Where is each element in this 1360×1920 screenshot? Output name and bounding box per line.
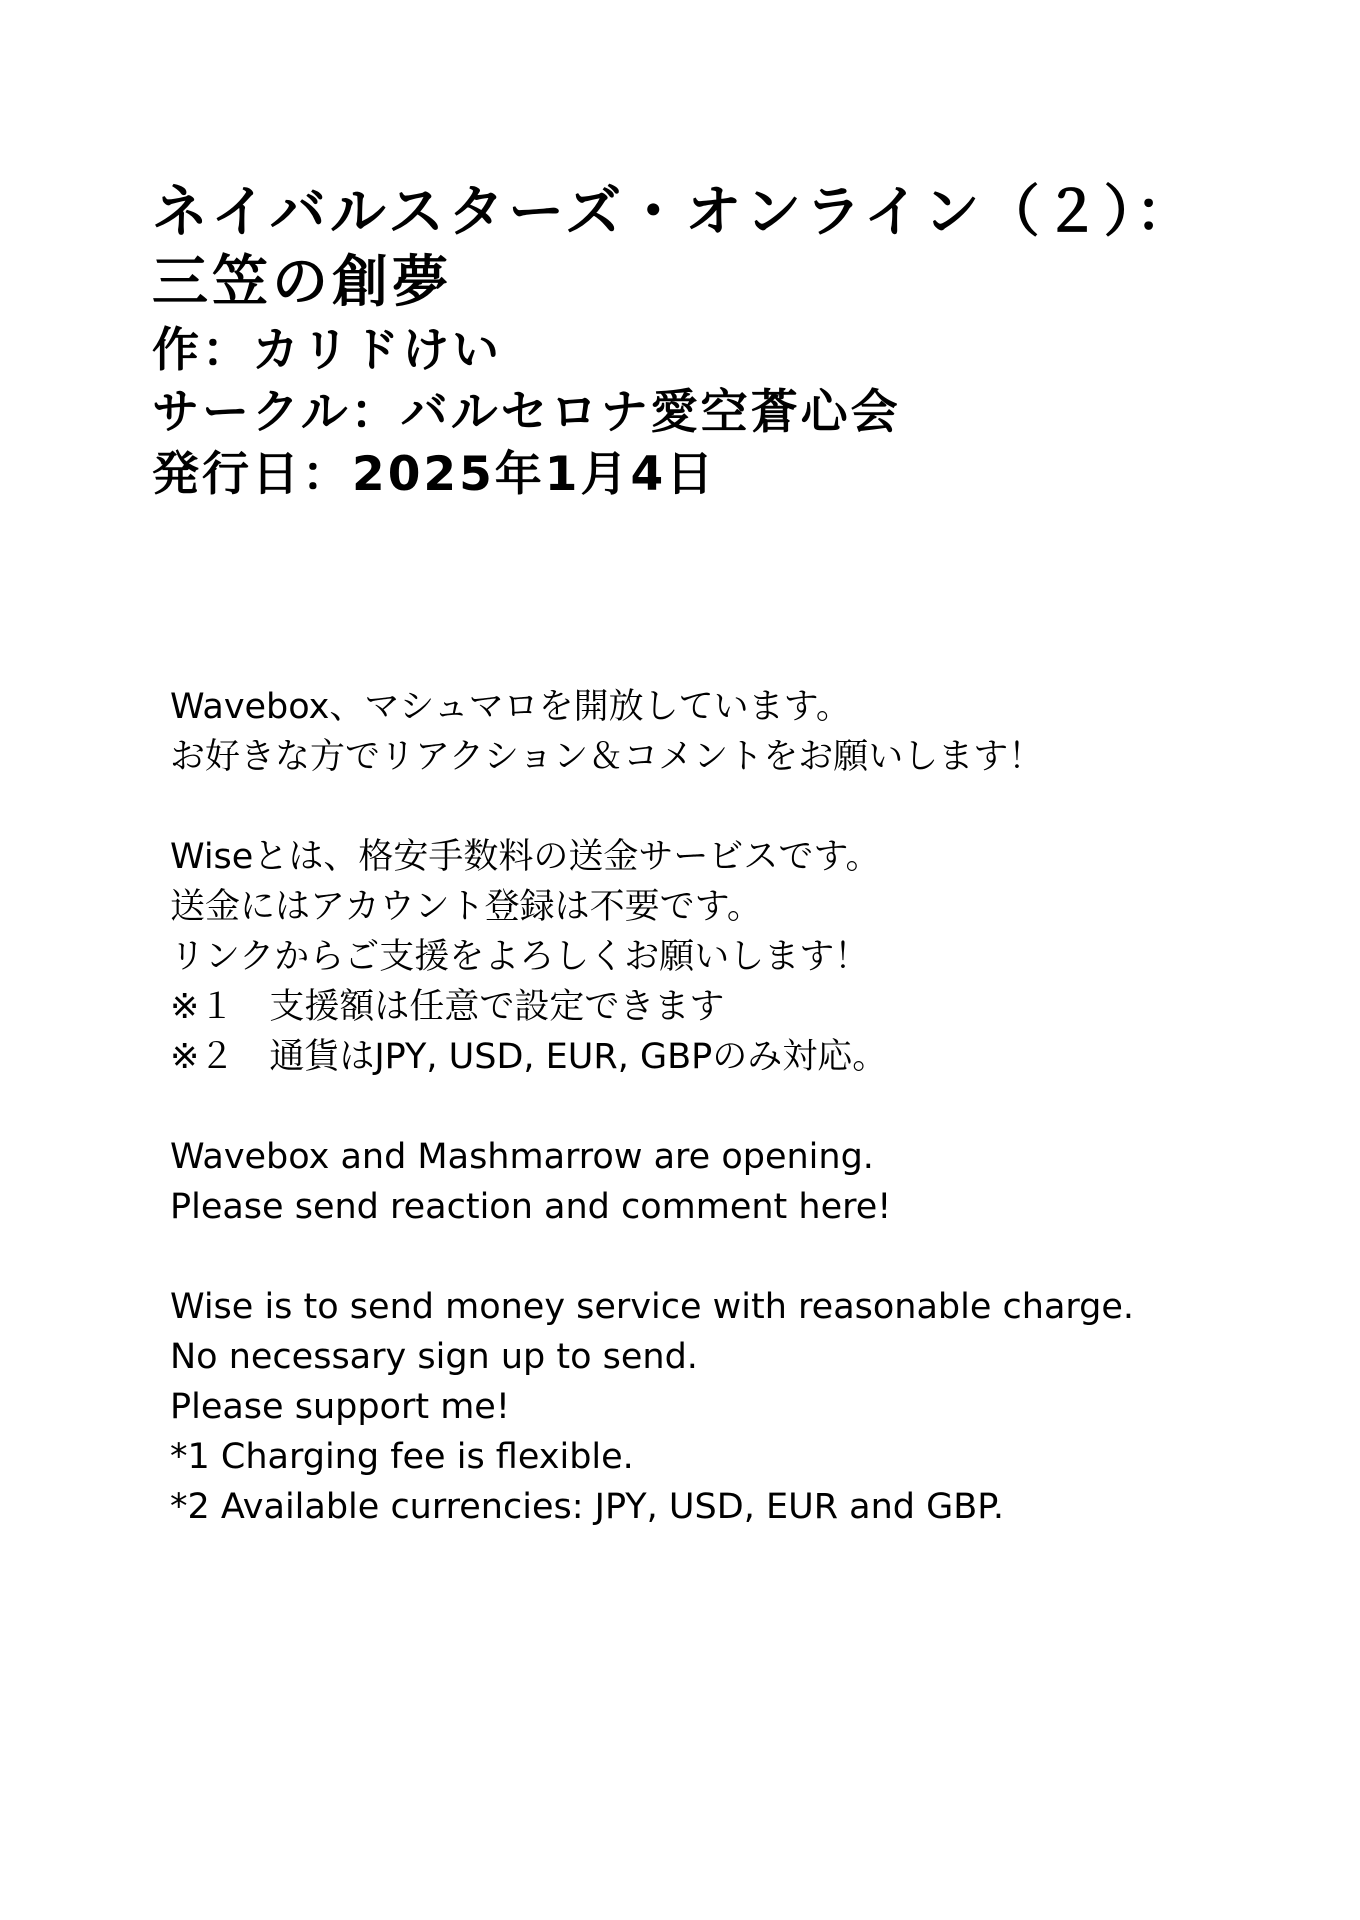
publish-date: 発行日：2025年1月4日 [152,447,717,502]
notice-footnote: *1 Charging fee is flexible. [170,1437,634,1477]
notice-line: Wiseとは、格安手数料の送金サービスです。 [170,837,881,877]
notice-ja-wise [170,832,1310,1082]
colophon-header [152,178,1302,506]
notice-footnote: *2 Available currencies: JPY, USD, EUR and GBP. [170,1487,1005,1527]
notice-line: 送金にはアカウント登録は不要です。 [170,887,762,927]
notice-footnote: ※２ 通貨はJPY, USD, EUR, GBPのみ対応。 [170,1037,888,1077]
spacer [170,782,1310,832]
circle-credit: サークル：バルセロナ愛空蒼心会 [152,385,901,440]
spacer [170,1232,1310,1282]
spacer [170,1082,1310,1132]
notice-line: Wavebox、マシュマロを開放しています。 [170,687,851,727]
author-credit: 作：カリドけい [152,323,502,378]
notice-line: No necessary sign up to send. [170,1337,698,1377]
notice-ja-feedback [170,682,1310,782]
notice-en-feedback [170,1132,1310,1232]
notice-line: Wise is to send money service with reasonable charge. [170,1287,1135,1327]
notice-line: Please send reaction and comment here! [170,1187,892,1227]
notice-line: Please support me! [170,1387,510,1427]
notice-line: リンクからご支援をよろしくお願いします！ [170,937,870,977]
book-title-line-1: ネイバルスターズ・オンライン（２）： [152,180,1196,245]
notice-line: Wavebox and Mashmarrow are opening. [170,1137,874,1177]
book-title-line-2: 三笠の創夢 [152,250,452,315]
notice-footnote: ※１ 支援額は任意で設定できます [170,987,725,1027]
support-notice [170,682,1310,1532]
notice-en-wise [170,1282,1310,1532]
notice-line: お好きな方でリアクション＆コメントをお願いします！ [170,737,1044,777]
